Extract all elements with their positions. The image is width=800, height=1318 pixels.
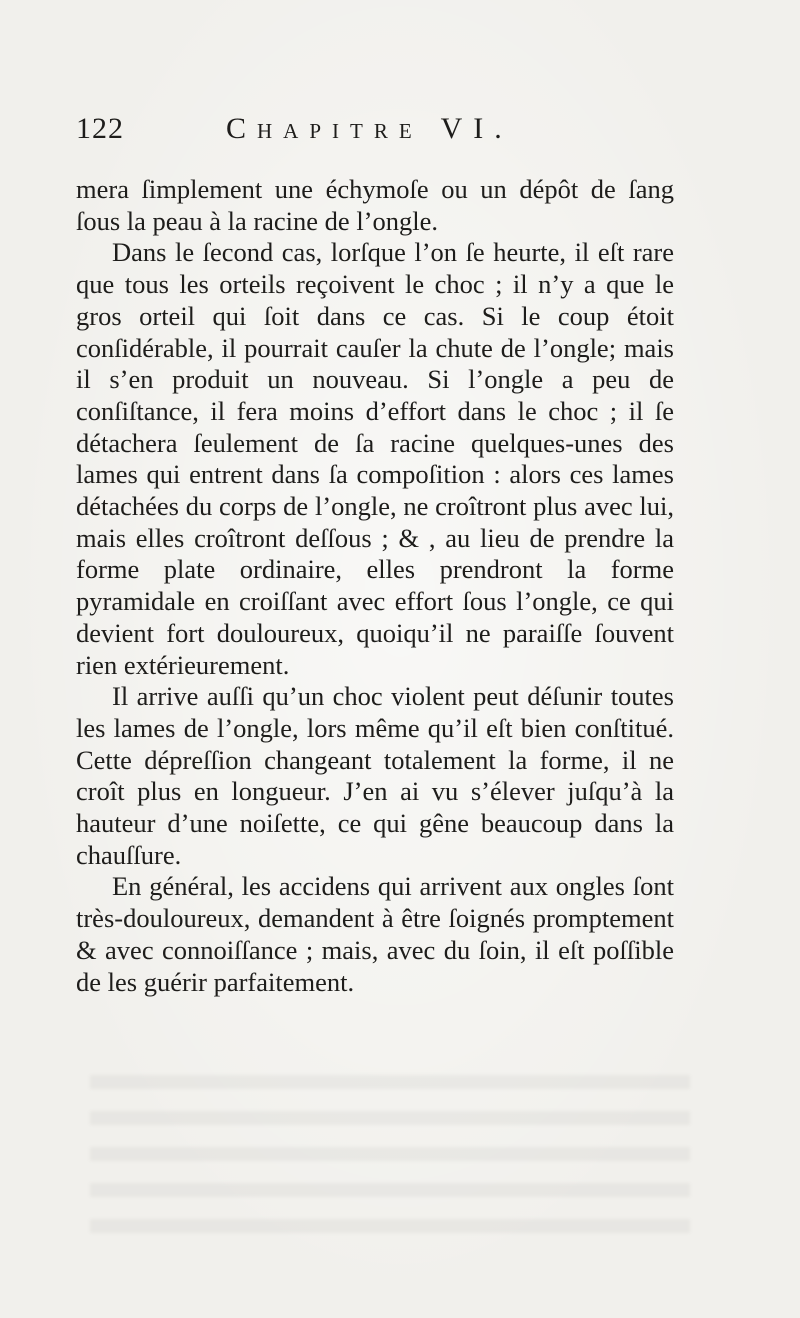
paragraph: Dans le ſecond cas, lorſque l’on ſe heurte, il eſt rare que tous les orteils reçoivent le choc ; il n’y a que le gros orteil qui ſoit dans ce cas. Si le coup étoit conſidérable, il pourrait cauſer la chute de l’ongle; mais il s’en produit un nouveau. Si l’ongle a peu de conſiſtance, il fera moins d’effort dans le choc ; il ſe détachera ſeulement de ſa racine quelques-unes des lames qui entrent dans ſa compoſition : alors ces lames détachées du corps de l’ongle, ne croîtront plus avec lui, mais elles croîtront deſſous ; & , au lieu de prendre la forme plate ordinaire, elles prendront la forme pyramidale en croiſſant avec effort ſous l’ongle, ce qui devient fort douloureux, quoiqu’il ne paraiſſe ſouvent rien extérieurement. — [76, 237, 674, 680]
page-number: 122 — [76, 112, 124, 145]
body-text — [76, 174, 674, 998]
paragraph: mera ſimplement une échymoſe ou un dépôt de ſang ſous la peau à la racine de l’ongle. — [76, 174, 674, 236]
paragraph: En général, les accidens qui arrivent aux ongles ſont très-douloureux, demandent à être ſoignés promptement & avec connoiſſance ; mais, avec du ſoin, il eſt poſſible de les guérir parfaitement. — [76, 871, 674, 997]
page-header — [76, 112, 682, 160]
running-head: Chapitre VI. — [226, 112, 513, 145]
paragraph: Il arrive auſſi qu’un choc violent peut déſunir toutes les lames de l’ongle, lors même qu’il eſt bien conſtitué. Cette dépreſſion changeant totalement la forme, il ne croît plus en longueur. J’en ai vu s’élever juſqu’à la hauteur d’une noiſette, ce qui gêne beaucoup dans la chauſſure. — [76, 681, 674, 870]
show-through-from-reverse — [90, 1075, 690, 1235]
